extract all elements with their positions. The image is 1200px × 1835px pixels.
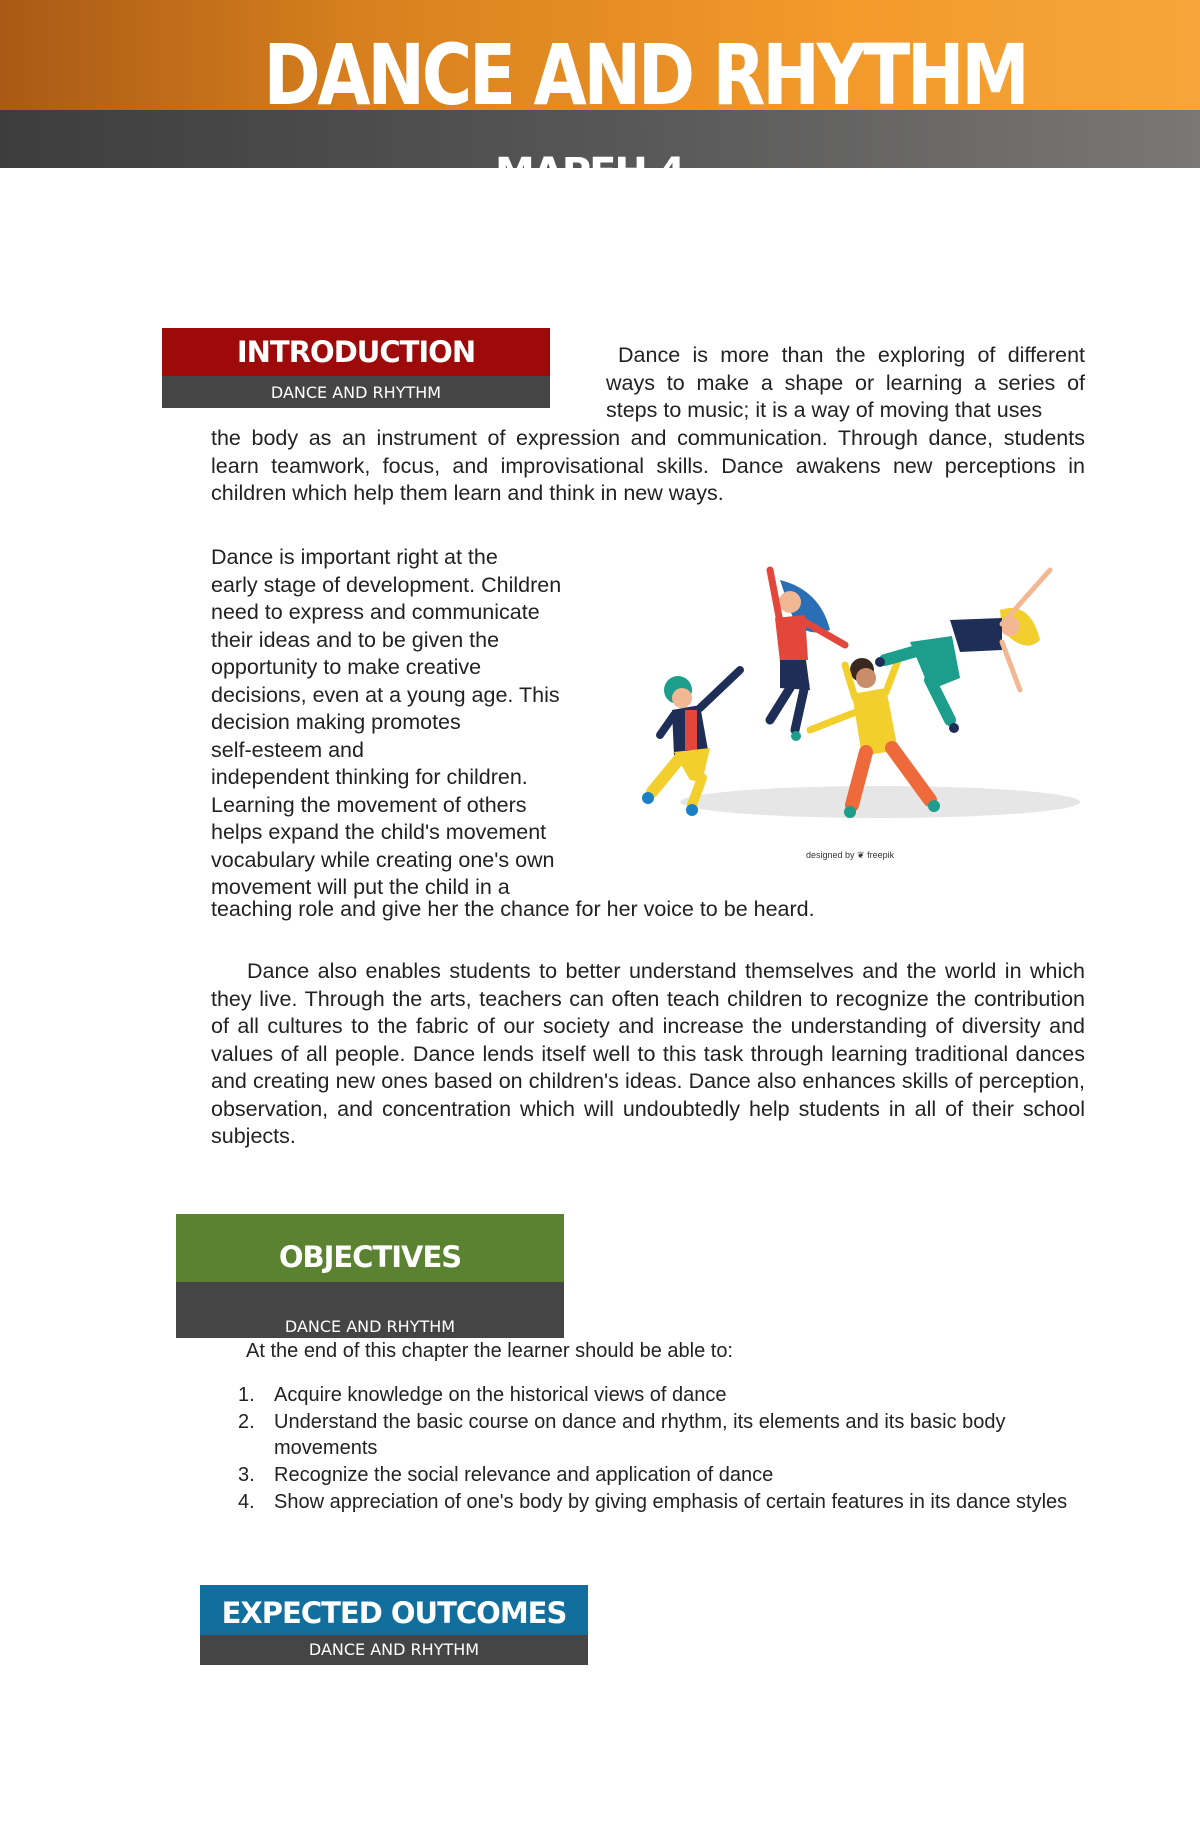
list-item <box>236 1489 1086 1515</box>
intro-paragraph-right: Dance is more than the exploring of different ways to make a shape or learning a series of steps to music; it is a way of moving that uses <box>606 343 1085 422</box>
expected-outcomes-heading: EXPECTED OUTCOMES <box>200 1585 588 1635</box>
list-item <box>236 1409 1086 1461</box>
list-text: Acquire knowledge on the historical views of dance <box>274 1384 727 1406</box>
dancer-2 <box>770 570 845 741</box>
objectives-heading: OBJECTIVES <box>176 1214 564 1282</box>
objectives-list <box>236 1382 1086 1516</box>
dance-culture-paragraph: Dance also enables students to better understand themselves and the world in which they live. Through the arts, teachers can often teach children to recognize the contribution of all cultures to the fabric of our society and increase the understanding of diversity and values of all people. Dance lends itself well to this task through learning traditional dances and creating new ones based on children's ideas. Dance also enhances skills of perception, observation, and concentration which will undoubtedly help students in all of their school subjects. <box>211 959 1085 1148</box>
list-item <box>236 1462 1086 1488</box>
page-title: DANCE AND RHYTHM <box>263 26 1027 124</box>
dancers-illustration <box>630 560 1090 860</box>
list-text: Show appreciation of one's body by giving emphasis of certain features in its dance styles <box>274 1491 1068 1513</box>
list-number: 1. <box>238 1384 255 1406</box>
expected-outcomes-heading-box <box>200 1585 588 1665</box>
floor-shadow <box>680 786 1080 818</box>
list-text: Recognize the social relevance and application of dance <box>274 1464 774 1486</box>
list-text: Understand the basic course on dance and rhythm, its elements and its basic body movements <box>274 1411 1006 1459</box>
objectives-heading-box <box>176 1214 564 1338</box>
dancer-4 <box>875 570 1050 733</box>
objectives-intro: At the end of this chapter the learner should be able to: <box>246 1340 733 1362</box>
page-subtitle: MAPEH 4 <box>495 150 684 196</box>
dance-importance-paragraph: Dance is important right at the early stage of development. Children need to express and communicate their ideas and to be given the opportunity to make creative decisions, even at a young age. This decision making promotes self-esteem and independent thinking for children. Learning the movement of others helps expand the child's movement vocabulary while creating one's own movement will put the child in a <box>211 545 562 899</box>
header-banner <box>0 0 1200 196</box>
introduction-subheading: DANCE AND RHYTHM <box>162 376 550 408</box>
list-number: 4. <box>238 1491 255 1513</box>
list-item <box>236 1382 1086 1408</box>
intro-paragraph-full: the body as an instrument of expression and communication. Through dance, students learn teamwork, focus, and improvisational skills. Dance awakens new perceptions in children which help them learn and think in new ways. <box>211 426 1085 505</box>
image-credit: designed by ❦ freepik <box>806 850 895 860</box>
introduction-heading: INTRODUCTION <box>162 328 550 376</box>
objectives-subheading: DANCE AND RHYTHM <box>176 1282 564 1338</box>
dance-importance-tail: teaching role and give her the chance for her voice to be heard. <box>211 897 815 921</box>
expected-outcomes-subheading: DANCE AND RHYTHM <box>200 1635 588 1665</box>
list-number: 3. <box>238 1464 255 1486</box>
list-number: 2. <box>238 1411 255 1433</box>
introduction-heading-box <box>162 328 550 408</box>
